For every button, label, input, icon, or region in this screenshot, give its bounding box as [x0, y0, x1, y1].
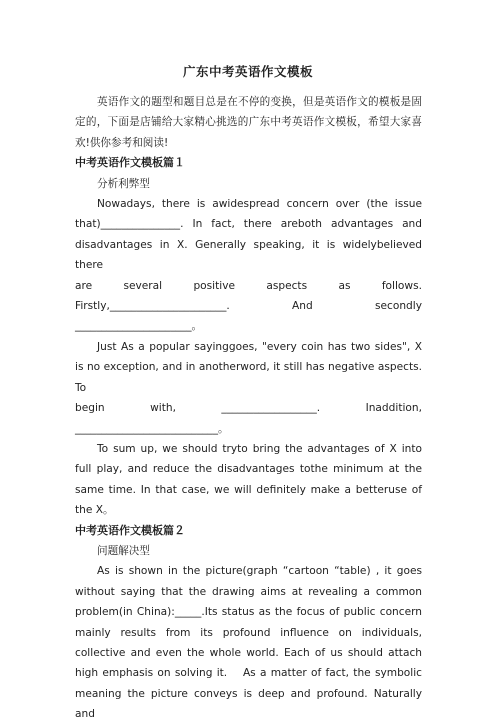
section1-paragraph-1-text: Nowadays, there is awidespread concern over (the issue that)_______________. In fact, there areboth advantages and disadvantages in X. Generally speaking, it is widelybelieved there	[75, 198, 422, 272]
section1-paragraph-2-end: ___________________________。	[75, 422, 229, 435]
section1-paragraph-3: To sum up, we should tryto bring the advantages of X into full play, and reduce the disadvantages tothe minimum at the same time. In that case, we will definitely make a betteruse of the X。	[75, 442, 422, 517]
document-title: 广东中考英语作文模板	[182, 64, 313, 79]
section1-paragraph-2-line: begin with, __________________. Inaddition,	[75, 402, 422, 415]
section-type-1: 分析利弊型	[97, 177, 150, 190]
section1-paragraph-2: Just As a popular sayinggoes, "every coin has two sides", X is no exception, and in anotherword, it still has negative aspects. To	[75, 340, 422, 394]
intro-paragraph: 英语作文的题型和题目总是在不停的变换，但是英语作文的模板是固定的，下面是店铺给大家精心挑选的广东中考英语作文模板，希望大家喜欢!供你参考和阅读!	[75, 96, 422, 149]
document-body	[75, 92, 422, 725]
section1-paragraph-1	[75, 194, 422, 276]
section-type-2: 问题解决型	[97, 544, 150, 557]
section-heading-2: 中考英语作文模板篇２	[75, 523, 185, 537]
section1-paragraph-1-line-a: are several positive aspects as follows.	[75, 279, 422, 292]
section1-paragraph-1-end: ______________________。	[75, 320, 203, 333]
section-heading-1: 中考英语作文模板篇１	[75, 156, 185, 170]
section2-paragraph-1: As is shown in the picture(graph “cartoon “table) , it goes without saying that the drawing aims at revealing a common problem(in China):_____.Its status as the focus of public concern mainly results from its profound influence on individuals, collective and even the whole world. Each of us should attach high emphasis on solving it. As a matter of fact, the symbolic meaning the picture conveys is deep and profound. Naturally and	[75, 565, 422, 721]
section1-paragraph-1-line-b: Firstly,______________________. And secondly	[75, 300, 422, 313]
